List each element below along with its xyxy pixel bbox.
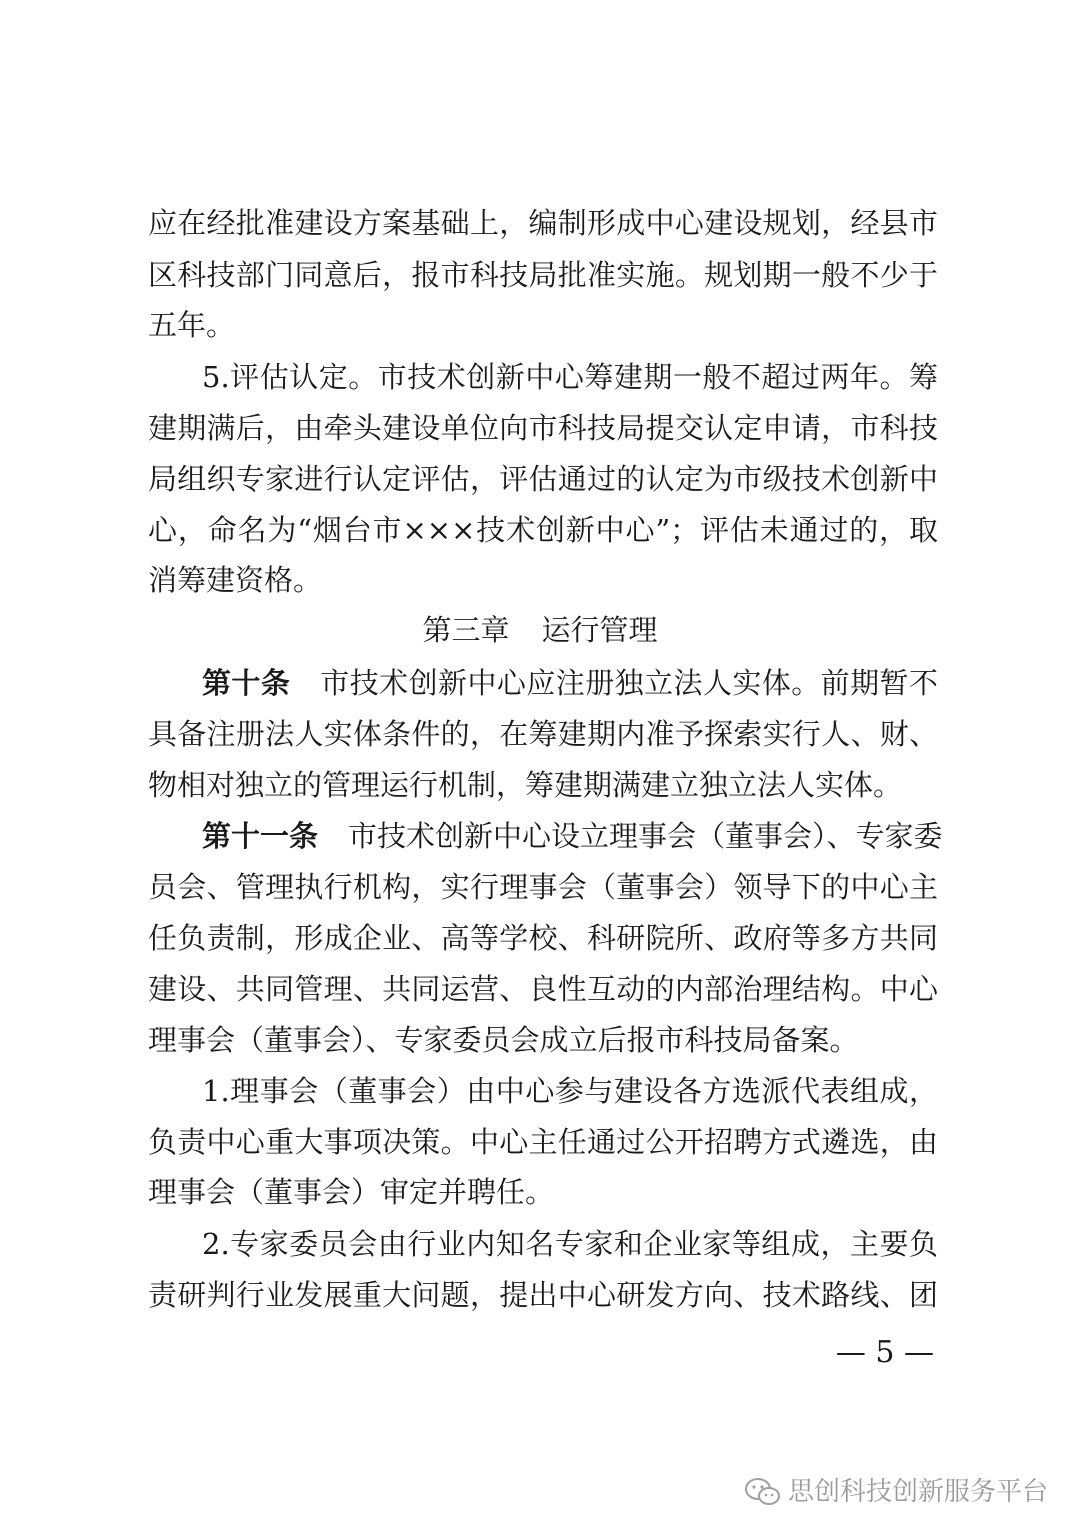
text-line: 物相对独立的管理运行机制，筹建期满建立独立法人实体。 [148, 768, 903, 802]
wechat-icon [744, 1477, 782, 1507]
text-line: 1.理事会（董事会）由中心参与建设各方选派代表组成， [202, 1074, 938, 1108]
page-number: — 5 — [835, 1335, 934, 1370]
watermark-text: 思创科技创新服务平台 [787, 1477, 1048, 1507]
article-10-label: 第十条 [202, 666, 291, 700]
text-line: 5.评估认定。市技术创新中心筹建期一般不超过两年。筹 [202, 360, 938, 394]
text-line: 局组织专家进行认定评估，评估通过的认定为市级技术创新中 [148, 462, 938, 496]
article-11-label: 第十一条 [202, 819, 319, 853]
text-line: 心，命名为“烟台市×××技术创新中心”；评估未通过的，取 [148, 513, 938, 547]
chapter-number: 第三章 [422, 613, 510, 647]
text-span: 市技术创新中心设立理事会（董事会）、专家委 [348, 819, 943, 853]
text-line: 任负责制，形成企业、高等学校、科研院所、政府等多方共同 [148, 921, 938, 955]
text-line: 理事会（董事会）审定并聘任。 [148, 1175, 555, 1209]
text-line: 应在经批准建设方案基础上，编制形成中心建设规划，经县市 [148, 206, 938, 240]
text-line: 五年。 [148, 308, 236, 342]
watermark [744, 1472, 1048, 1512]
text-line: 2.专家委员会由行业内知名专家和企业家等组成，主要负 [202, 1227, 938, 1261]
article-10-first-line [202, 663, 938, 703]
text-line: 建设、共同管理、共同运营、良性互动的内部治理结构。中心 [148, 972, 938, 1006]
text-span: 市技术创新中心应注册独立法人实体。前期暂不 [320, 666, 938, 700]
text-line: 负责中心重大事项决策。中心主任通过公开招聘方式遴选，由 [148, 1125, 938, 1159]
text-line: 员会、管理执行机构，实行理事会（董事会）领导下的中心主 [148, 870, 938, 904]
text-line: 区科技部门同意后，报市科技局批准实施。规划期一般不少于 [148, 258, 938, 292]
text-line: 责研判行业发展重大问题，提出中心研发方向、技术路线、团 [148, 1278, 938, 1312]
text-line: 理事会（董事会）、专家委员会成立后报市科技局备案。 [148, 1023, 859, 1057]
text-line: 消筹建资格。 [148, 563, 323, 597]
article-11-first-line [202, 816, 943, 856]
chapter-heading [0, 608, 1080, 652]
text-line: 具备注册法人实体条件的，在筹建期内准予探索实行人、财、 [148, 717, 938, 751]
chapter-title: 运行管理 [541, 613, 658, 647]
text-line: 建期满后，由牵头建设单位向市科技局提交认定申请，市科技 [148, 411, 938, 445]
